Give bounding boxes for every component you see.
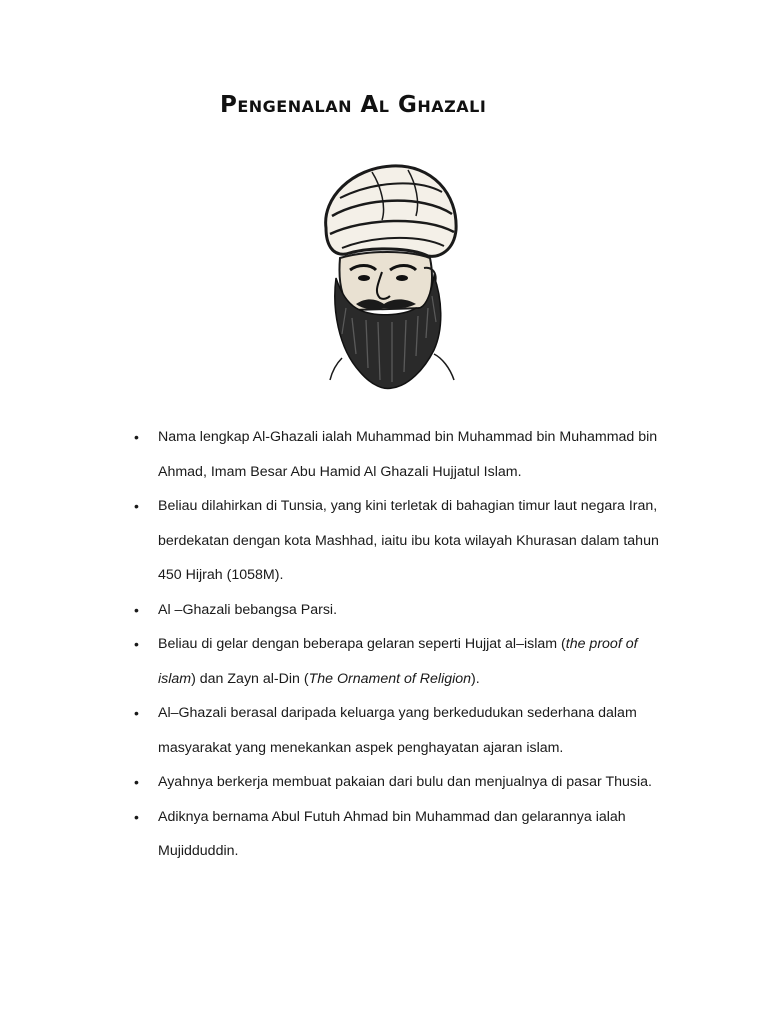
list-item-text: Nama lengkap Al-Ghazali ialah Muhammad bin Muhammad bin Muhammad bin Ahmad, Imam Besar Abu Hamid Al Ghazali Hujjatul Islam.	[158, 429, 658, 480]
list-item-text: Beliau dilahirkan di Tunsia, yang kini terletak di bahagian timur laut negara Iran, berdekatan dengan kota Mashhad, iaitu ibu kota wilayah Khurasan dalam tahun 450 Hijrah (1058M).	[158, 498, 659, 583]
list-item-text: Ayahnya berkerja membuat pakaian dari bulu dan menjualnya di pasar Thusia.	[158, 774, 652, 790]
list-item-text: Al –Ghazali bebangsa Parsi.	[158, 601, 338, 618]
list-item	[122, 489, 662, 593]
list-item-text	[158, 636, 638, 687]
italic-phrase-ornament-of-religion: The Ornament of Religion	[308, 670, 472, 687]
bullet-icon: •	[134, 429, 139, 445]
bullet-icon: •	[134, 601, 139, 618]
text-segment: Beliau di gelar dengan beberapa gelaran seperti Hujjat al–islam (	[158, 636, 566, 652]
list-item	[122, 696, 662, 765]
list-item	[122, 420, 662, 489]
text-segment: ).	[471, 670, 480, 687]
list-item	[122, 765, 662, 800]
page-title: Pengenalan Al Ghazali	[220, 92, 487, 118]
portrait-image	[312, 158, 464, 394]
italic-phrase-proof-of-islam: the proof of islam	[158, 636, 638, 687]
list-item-text: Al–Ghazali berasal daripada keluarga yang berkedudukan sederhana dalam masyarakat yang menekankan aspek penghayatan ajaran islam.	[158, 705, 637, 756]
bullet-icon: •	[134, 636, 139, 652]
bullet-icon: •	[134, 808, 139, 825]
text-segment: ) dan Zayn al-Din (	[191, 670, 309, 687]
list-item	[122, 800, 662, 869]
bullet-icon: •	[134, 705, 139, 721]
list-item	[122, 627, 662, 696]
facts-list	[122, 420, 662, 869]
list-item-text: Adiknya bernama Abul Futuh Ahmad bin Muhammad dan gelarannya ialah Mujidduddin.	[158, 808, 626, 859]
bullet-icon: •	[134, 498, 139, 514]
bullet-icon: •	[134, 774, 139, 790]
list-item	[122, 593, 662, 628]
